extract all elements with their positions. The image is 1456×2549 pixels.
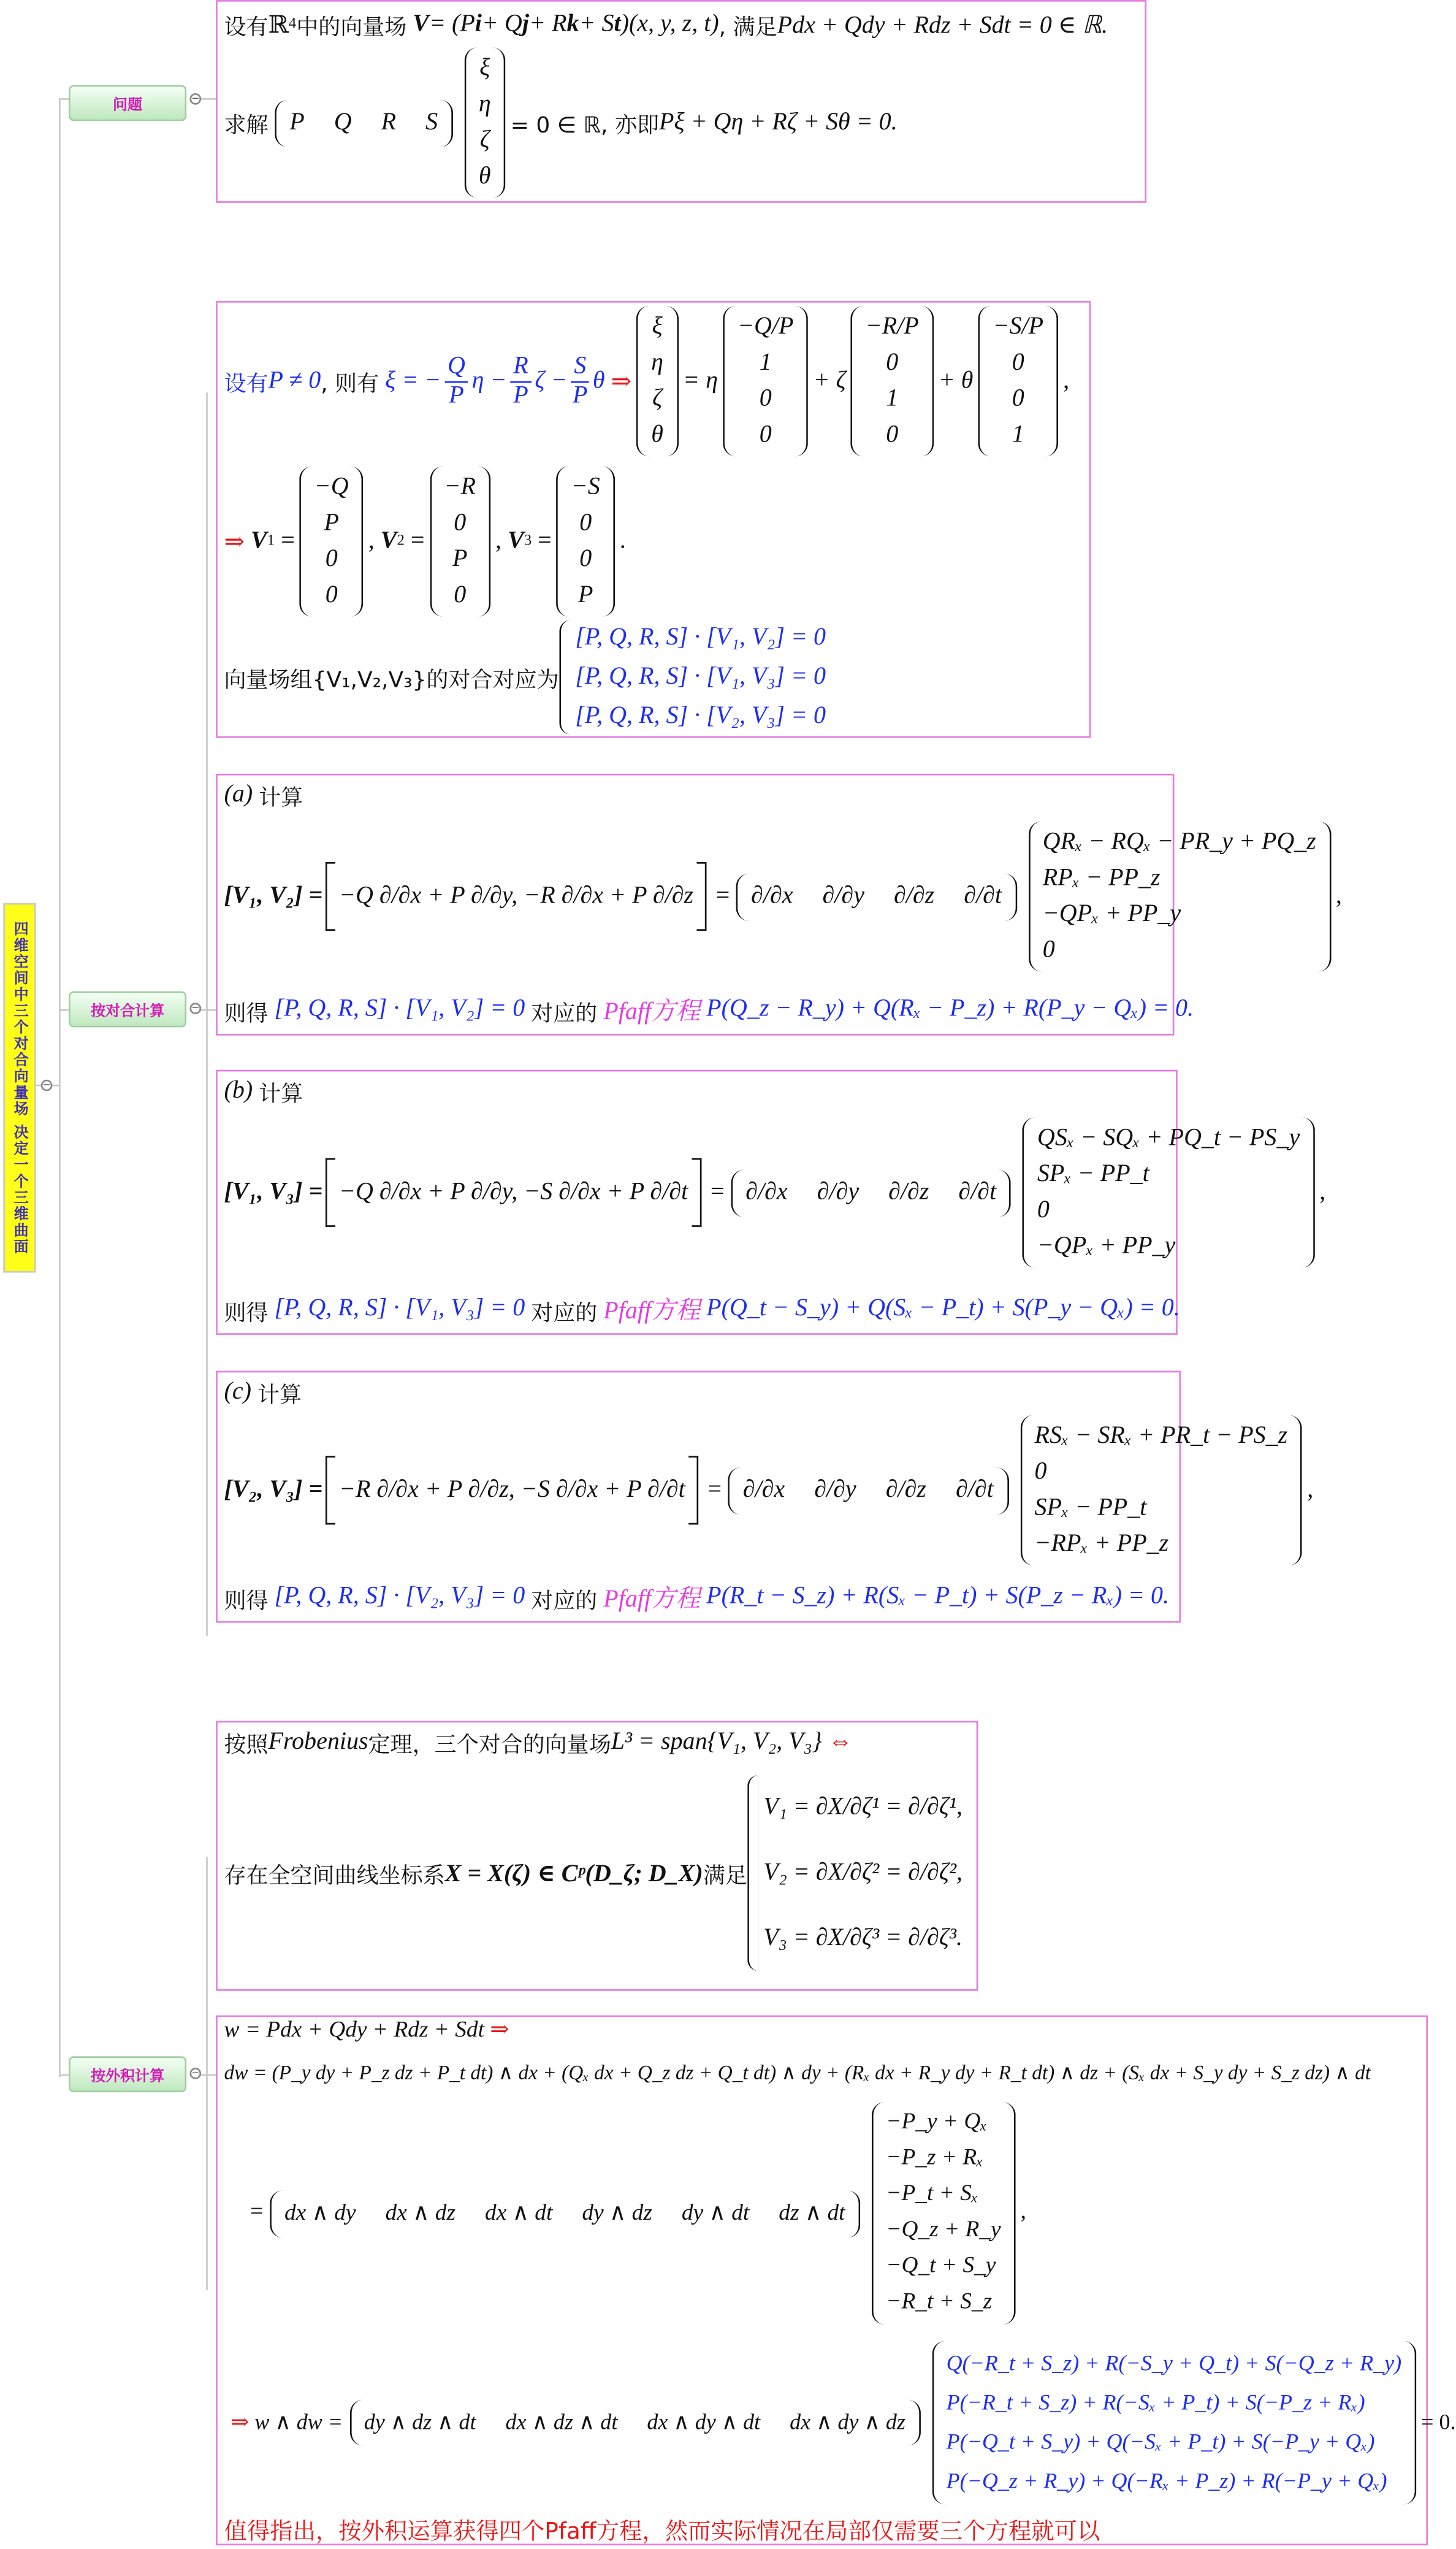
exterior-line-dw: dw = (P_y dy + P_z dz + P_t dt) ∧ dx + (Qₓ dx + Q_z dz + Q_t dt) ∧ dy + (Rₓ dx + R_y dy + R_t dt) ∧ dz + (Sₓ dx + S_y dy + S_z dz) ∧ dt bbox=[224, 2061, 1371, 2084]
V2-column: −R 0 P 0 bbox=[430, 466, 491, 616]
two-form-basis-row: dx ∧ dy dx ∧ dz dx ∧ dt dy ∧ dz dy ∧ dt dz ∧ dt bbox=[270, 2190, 860, 2237]
case-c-operator-row: ∂/∂x ∂/∂y ∂/∂z ∂/∂t bbox=[728, 1467, 1008, 1514]
two-form-coeff-column: −P_y + Qₓ −P_z + Rₓ −P_t + Sₓ −Q_z + R_y −Q_t + S_y −R_t + S_z bbox=[871, 2102, 1015, 2325]
branch-exterior-label: 按外积计算 bbox=[91, 2068, 165, 2085]
case-c-box[interactable] bbox=[216, 1371, 1314, 1623]
root-topic[interactable] bbox=[3, 903, 36, 1273]
case-c-result: 则得 [P, Q, R, S] · [V₂, V₃] = 0 对应的 Pfaff方程 P(R_t − S_z) + R(Sₓ − P_t) + S(P_z − Rₓ) = 0. bbox=[224, 1583, 1170, 1614]
frobenius-line-1: 按照 Frobenius 定理，三个对合的向量场 L³ = span{V₁, V₂, V₃} ⇔ bbox=[224, 1728, 853, 1759]
three-form-basis-row: dy ∧ dz ∧ dt dx ∧ dz ∧ dt dx ∧ dy ∧ dt dx ∧ dy ∧ dz bbox=[349, 2400, 920, 2446]
case-a-column: QRₓ − RQₓ − PR_y + PQ_z RPₓ − PP_z −QPₓ + PP_y 0 bbox=[1028, 821, 1331, 971]
V3-column: −S 0 0 P bbox=[557, 466, 615, 616]
root-topic-label: 四维空间中三个对合向量场 决定一个三维曲面 bbox=[10, 920, 28, 1255]
involution-line-1: 设有 P ≠ 0 , 则有 ξ = − $\frac{Q}{P}$ η − $\frac{R}{P}$ ζ − $\frac{S}{P}$ θ ⇒ ξ η ζ θ = η −Q/P 1 0 0 + ζ −R/P 0 1 0 + θ −S/P 0 0 1 , bbox=[224, 306, 1069, 456]
branch-connector-problem bbox=[59, 98, 69, 100]
trunk-line bbox=[59, 98, 61, 2077]
branch-exterior[interactable] bbox=[69, 2056, 186, 2092]
leaf-line-involutive bbox=[206, 392, 208, 1636]
basis-col-1: −Q/P 1 0 0 bbox=[723, 306, 809, 456]
case-b-head: (b) 计算 bbox=[224, 1077, 303, 1108]
problem-line-1: 设有 ℝ 4 中的向量场 V = (P i + Q j + R k + S t )(x, y, z, t) , 满足 Pdx + Qdy + Rdz + Sdt = 0 ∈ ℝ. bbox=[224, 10, 1108, 41]
frobenius-system: V₁ = ∂X/∂ζ¹ = ∂/∂ζ¹, V₂ = ∂X/∂ζ² = ∂/∂ζ², V₃ = ∂X/∂ζ³ = ∂/∂ζ³. bbox=[763, 1794, 962, 1952]
three-form-coeff-column: Q(−R_t + S_z) + R(−S_y + Q_t) + S(−Q_z + R_y) P(−R_t + S_z) + R(−Sₓ + P_t) + S(−P_z + Rₓ) P(−Q_t + S_y) + Q(−Sₓ + P_t) + S(−P_y + Qₓ) P(−Q_z + R_y) + Q(−Rₓ + P_z) + R(−P_y + Qₓ) bbox=[932, 2341, 1417, 2505]
root-collapse-toggle[interactable]: − bbox=[41, 1080, 53, 1091]
branch-involutive[interactable] bbox=[69, 992, 186, 1028]
branch-involutive-label: 按对合计算 bbox=[91, 1003, 165, 1020]
branch-exterior-toggle[interactable]: − bbox=[189, 2068, 201, 2079]
branch-connector-exterior bbox=[59, 2074, 69, 2076]
case-c-formula: [V₂, V₃] = −R ∂/∂x + P ∂/∂z, −S ∂/∂x + P ∂/∂t = ∂/∂x ∂/∂y ∂/∂z ∂/∂t RSₓ − SRₓ + PR_t − PS_z 0 SPₓ − PP_t −RPₓ + PP_z , bbox=[224, 1415, 1313, 1565]
problem-line-2: 求解 P Q R S ξ η ζ θ = 0 ∈ ℝ, 亦即 Pξ + Qη + Rζ + Sθ = 0. bbox=[224, 47, 897, 197]
basis-col-3: −S/P 0 0 1 bbox=[978, 306, 1058, 456]
case-c-head: (c) 计算 bbox=[224, 1378, 302, 1408]
exterior-note: 值得指出，按外积运算获得四个Pfaff方程，然而实际情况在局部仅需要三个方程就可以 bbox=[224, 2519, 1100, 2546]
branch-problem[interactable] bbox=[69, 85, 186, 121]
involution-line-2: ⇒ V 1 = −Q P 0 0 , V 2 = −R 0 P 0 , V 3 = −S 0 0 P . bbox=[224, 466, 625, 616]
exterior-line-wdw: ⇒ w ∧ dw = dy ∧ dz ∧ dt dx ∧ dz ∧ dt dx ∧ dy ∧ dt dx ∧ dy ∧ dz Q(−R_t + S_z) + R(−S_y + Q_t) + S(−Q_z + R_y) P(−R_t + S_z) + R(−Sₓ + P_t) + S(−P_z + Rₓ) P(−Q_t + S_y) + Q(−Sₓ + P_t) + S(−P_y + Qₓ) P(−Q_z + R_y) + Q(−Rₓ + P_z) + R(−P_y + Qₓ) = 0. bbox=[231, 2341, 1455, 2505]
case-c-column: RSₓ − SRₓ + PR_t − PS_z 0 SPₓ − PP_t −RPₓ + PP_z bbox=[1020, 1415, 1302, 1565]
exterior-box[interactable] bbox=[216, 2016, 1456, 2546]
branch-problem-toggle[interactable]: − bbox=[189, 93, 201, 105]
case-b-box[interactable] bbox=[216, 1070, 1326, 1335]
basis-col-2: −R/P 0 1 0 bbox=[851, 306, 934, 456]
case-a-head: (a) 计算 bbox=[224, 781, 303, 812]
vector-xi-eta: ξ η ζ θ bbox=[636, 306, 678, 456]
case-a-box[interactable] bbox=[216, 774, 1342, 1036]
case-b-operator-row: ∂/∂x ∂/∂y ∂/∂z ∂/∂t bbox=[731, 1169, 1011, 1216]
exterior-line-w: w = Pdx + Qdy + Rdz + Sdt ⇒ bbox=[224, 2017, 509, 2044]
branch-involutive-toggle[interactable]: − bbox=[189, 1003, 201, 1014]
exterior-line-basis2: = dx ∧ dy dx ∧ dz dx ∧ dt dy ∧ dz dy ∧ dt dz ∧ dt −P_y + Qₓ −P_z + Rₓ −P_t + Sₓ −Q_z + R_y −Q_t + S_y −R_t + S_z , bbox=[250, 2102, 1026, 2325]
case-b-result: 则得 [P, Q, R, S] · [V₁, V₃] = 0 对应的 Pfaff方程 P(Q_t − S_y) + Q(Sₓ − P_t) + S(P_y − Qₓ) = 0. bbox=[224, 1295, 1180, 1326]
branch-connector-involutive bbox=[59, 1009, 69, 1011]
V1-column: −Q P 0 0 bbox=[300, 466, 364, 616]
branch-problem-label: 问题 bbox=[113, 97, 143, 114]
problem-box[interactable] bbox=[216, 0, 1146, 203]
case-a-formula: [V₁, V₂] = −Q ∂/∂x + P ∂/∂y, −R ∂/∂x + P ∂/∂z = ∂/∂x ∂/∂y ∂/∂z ∂/∂t QRₓ − RQₓ − PR_y + PQ_z RPₓ − PP_z −QPₓ + PP_y 0 , bbox=[224, 821, 1341, 971]
column-vector-xi: ξ η ζ θ bbox=[464, 47, 506, 197]
case-b-formula: [V₁, V₃] = −Q ∂/∂x + P ∂/∂y, −S ∂/∂x + P ∂/∂t = ∂/∂x ∂/∂y ∂/∂z ∂/∂t QSₓ − SQₓ + PQ_t − PS_y SPₓ − PP_t 0 −QPₓ + PP_y , bbox=[224, 1117, 1325, 1267]
case-a-result: 则得 [P, Q, R, S] · [V₁, V₂] = 0 对应的 Pfaff方程 P(Q_z − R_y) + Q(Rₓ − P_z) + R(P_y − Qₓ) = 0. bbox=[224, 996, 1194, 1027]
leaf-line-exterior bbox=[206, 1857, 208, 2290]
involution-line-3: 向量场组{V₁,V₂,V₃}的对合对应为 [P, Q, R, S] · [V₁, V₂] = 0 [P, Q, R, S] · [V₁, V₃] = 0 [P, Q, R, S] · [V₂, V₃] = 0 bbox=[224, 618, 826, 736]
frobenius-line-2: 存在全空间曲线坐标系 X = X(ζ) ∈ Cᵖ(D_ζ; D_X) 满足 V₁ = ∂X/∂ζ¹ = ∂/∂ζ¹, V₂ = ∂X/∂ζ² = ∂/∂ζ², V₃ = ∂X/∂ζ³ = ∂/∂ζ³. bbox=[224, 1775, 962, 1971]
case-b-column: QSₓ − SQₓ + PQ_t − PS_y SPₓ − PP_t 0 −QPₓ + PP_y bbox=[1023, 1117, 1314, 1267]
involution-pairs: [P, Q, R, S] · [V₁, V₂] = 0 [P, Q, R, S] · [V₁, V₃] = 0 [P, Q, R, S] · [V₂, V₃] = 0 bbox=[575, 625, 826, 730]
involution-box[interactable] bbox=[216, 301, 1091, 738]
frobenius-box[interactable] bbox=[216, 1721, 978, 1991]
row-vector-PQRS: P Q R S bbox=[275, 99, 452, 146]
case-a-operator-row: ∂/∂x ∂/∂y ∂/∂z ∂/∂t bbox=[736, 873, 1016, 920]
